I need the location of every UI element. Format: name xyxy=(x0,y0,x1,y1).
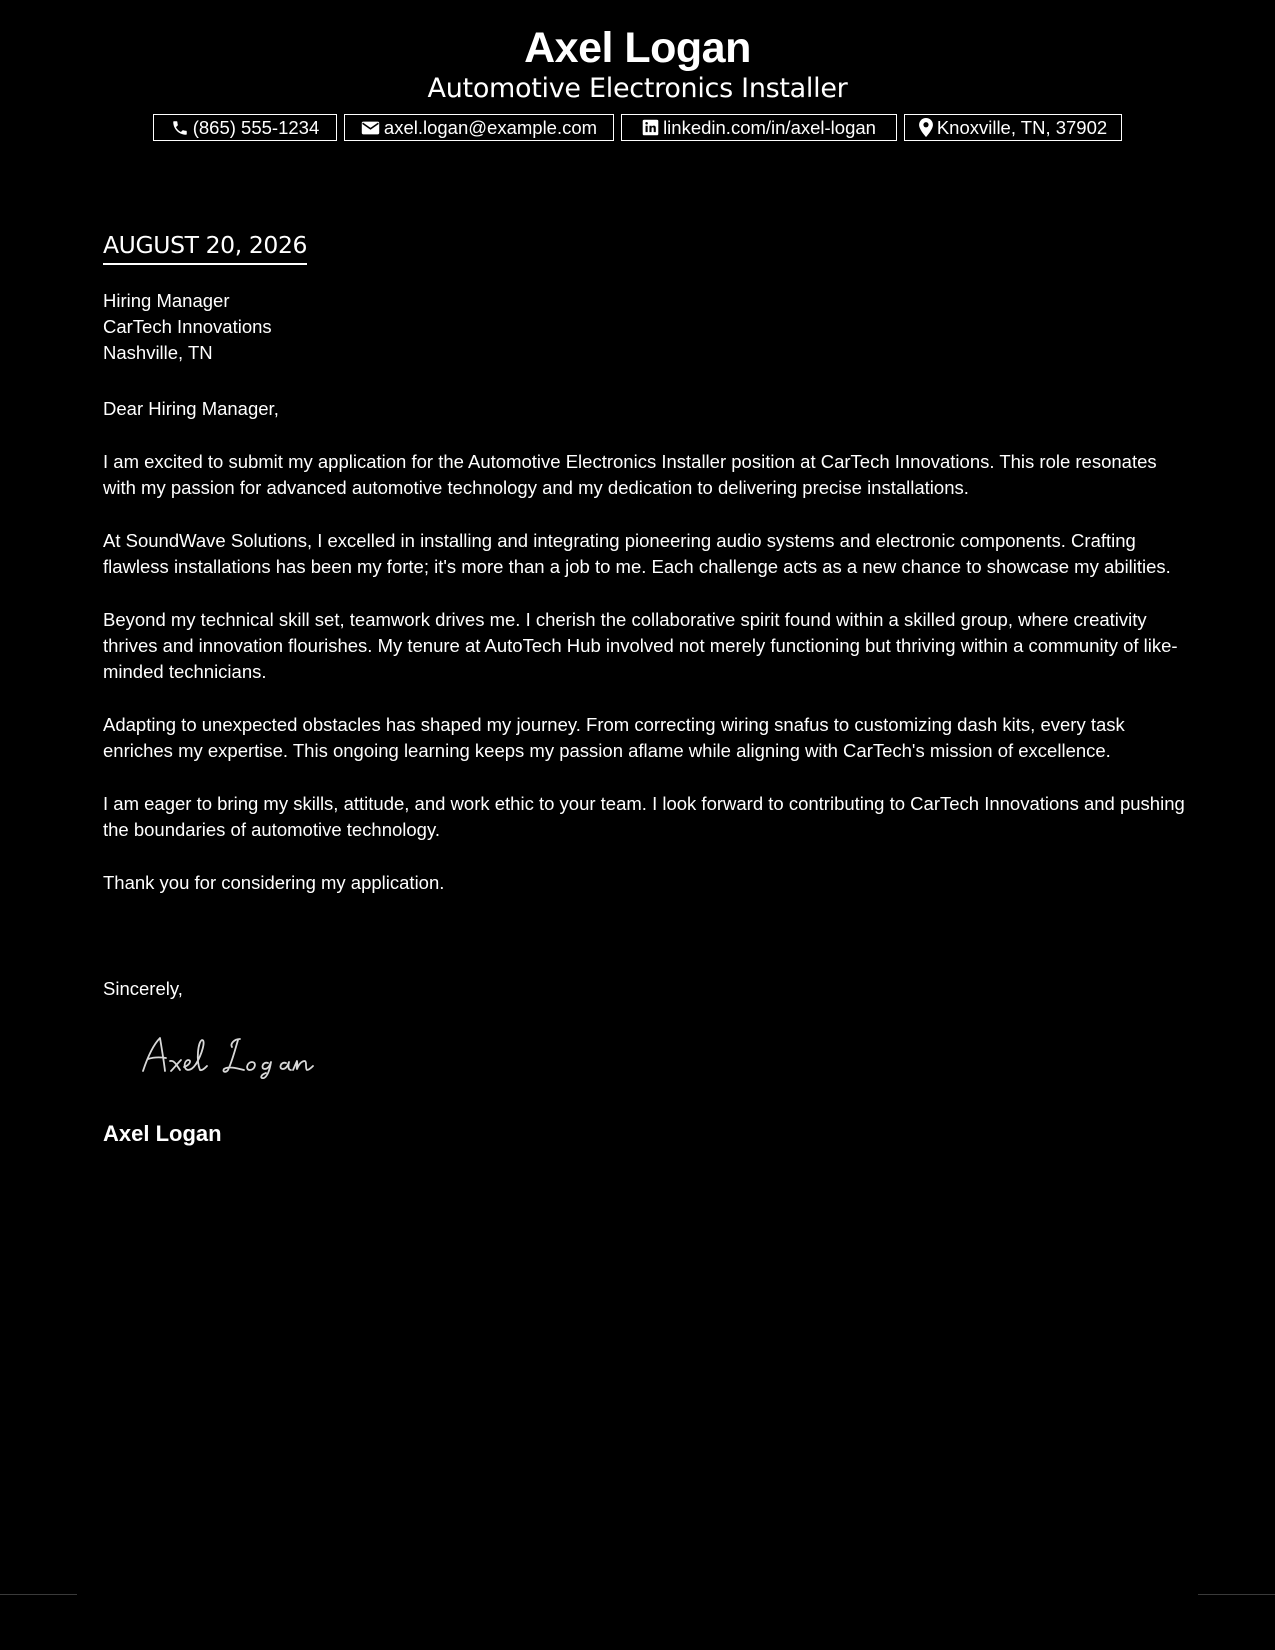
letter-body xyxy=(103,449,1193,923)
recipient-line: Hiring Manager xyxy=(103,290,230,311)
recipient-location: Nashville, TN xyxy=(103,342,213,363)
recipient-block xyxy=(103,288,1193,366)
letter-header xyxy=(0,22,1275,106)
contact-email-text: axel.logan@example.com xyxy=(383,116,598,138)
body-paragraph: Adapting to unexpected obstacles has shaped my journey. From correcting wiring snafus to customizing dash kits, every task enriches my expertise. This ongoing learning keeps my passion aflame while aligning with CarTech's mission of excellence. xyxy=(103,714,1125,761)
phone-icon xyxy=(171,119,189,137)
contact-phone[interactable] xyxy=(153,114,337,141)
salutation: Dear Hiring Manager, xyxy=(103,398,279,419)
contact-linkedin[interactable] xyxy=(621,114,897,141)
body-paragraph: I am excited to submit my application for the Automotive Electronics Installer position at CarTech Innovations. This role resonates with my passion for advanced automotive technology and my dedication to delivering precise installations. xyxy=(103,451,1157,498)
body-paragraph: Thank you for considering my application. xyxy=(103,872,445,893)
linkedin-icon xyxy=(642,119,659,136)
contact-phone-text: (865) 555-1234 xyxy=(192,116,320,138)
letter-date: AUGUST 20, 2026 xyxy=(103,230,307,265)
signer-name: Axel Logan xyxy=(103,1121,222,1146)
contact-location[interactable] xyxy=(904,114,1122,141)
envelope-icon xyxy=(361,120,380,136)
handwritten-signature xyxy=(140,1030,330,1085)
body-paragraph: I am eager to bring my skills, attitude, and work ethic to your team. I look forward to contributing to CarTech Innovations and pushing the boundaries of automotive technology. xyxy=(103,793,1185,840)
applicant-name: Axel Logan xyxy=(524,24,751,72)
contact-row xyxy=(0,114,1275,141)
contact-linkedin-text: linkedin.com/in/axel-logan xyxy=(663,116,876,138)
closing: Sincerely, xyxy=(103,978,183,999)
job-title: Automotive Electronics Installer xyxy=(427,73,848,104)
recipient-company: CarTech Innovations xyxy=(103,316,272,337)
body-paragraph: At SoundWave Solutions, I excelled in installing and integrating pioneering audio systems and electronic components. Crafting flawless installations has been my forte; it's more than a job to me. Each challenge acts as a new chance to showcase my abilities. xyxy=(103,530,1171,577)
contact-location-text: Knoxville, TN, 37902 xyxy=(936,116,1108,138)
contact-email[interactable] xyxy=(344,114,614,141)
footer-divider-left xyxy=(0,1594,77,1595)
map-pin-icon xyxy=(919,118,933,137)
footer-divider-right xyxy=(1198,1594,1275,1595)
body-paragraph: Beyond my technical skill set, teamwork drives me. I cherish the collaborative spirit found within a skilled group, where creativity thrives and innovation flourishes. My tenure at AutoTech Hub involved not merely functioning but thriving within a community of like-minded technicians. xyxy=(103,609,1178,682)
